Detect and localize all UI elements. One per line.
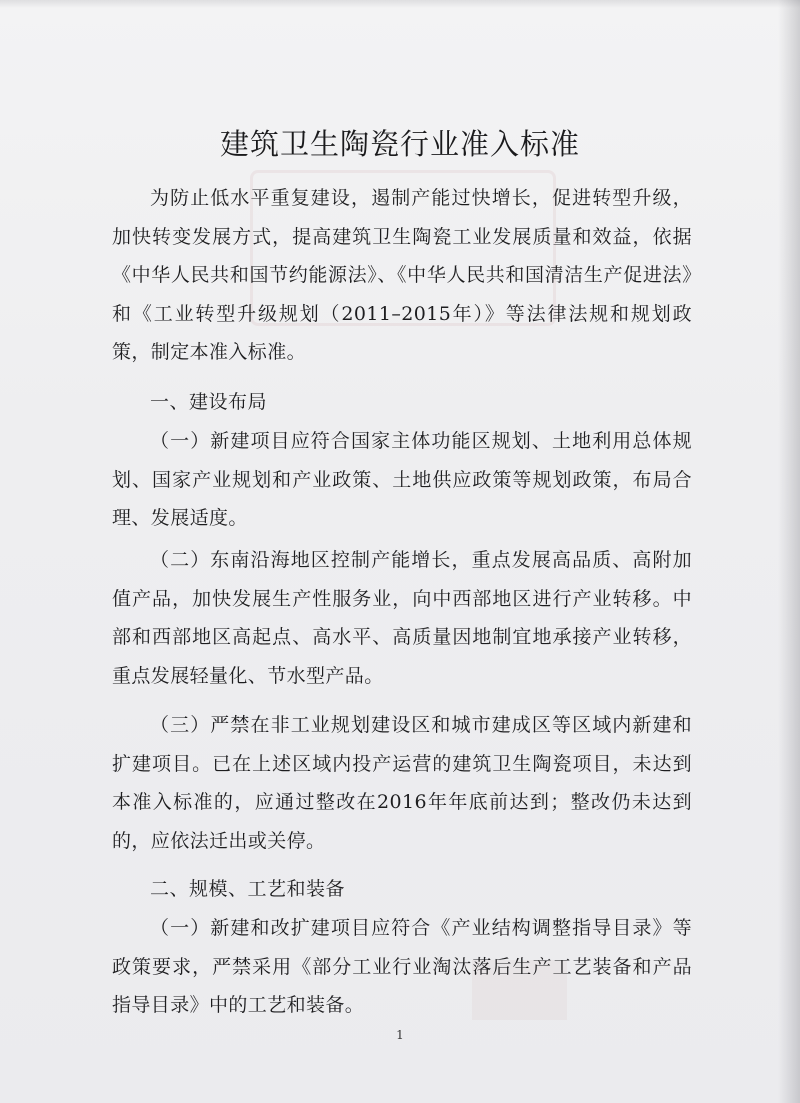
document-title: 建筑卫生陶瓷行业准入标准 (219, 127, 580, 161)
scan-edge-shadow-top (0, 0, 800, 8)
page-number: 1 (396, 1028, 404, 1042)
section1-paragraph-1: （一）新建项目应符合国家主体功能区规划、土地利用总体规划、国家产业规划和产业政策、土地供应政策等规划政策，布局合理、发展适度。 (112, 430, 692, 529)
section-heading-scale: 二、规模、工艺和装备 (150, 878, 346, 900)
section1-paragraph-2: （二）东南沿海地区控制产能增长，重点发展高品质、高附加值产品，加快发展生产性服务业，向中西部地区进行产业转移。中部和西部地区高起点、高水平、高质量因地制宜地承接产业转移，重点发展轻量化、节水型产品。 (112, 549, 692, 687)
intro-paragraph: 为防止低水平重复建设，遏制产能过快增长，促进转型升级，加快转变发展方式，提高建筑卫生陶瓷工业发展质量和效益，依据《中华人民共和国节约能源法》、《中华人民共和国清洁生产促进法》和《工业转型升级规划（2011–2015年）》等法律法规和规划政策，制定本准入标准。 (112, 187, 692, 363)
section2-paragraph-1: （一）新建和改扩建项目应符合《产业结构调整指导目录》等政策要求，严禁采用《部分工业行业淘汰落后生产工艺装备和产品指导目录》中的工艺和装备。 (112, 917, 692, 1016)
section-heading-layout: 一、建设布局 (150, 391, 268, 413)
section1-paragraph-3: （三）严禁在非工业规划建设区和城市建成区等区域内新建和扩建项目。已在上述区域内投产运营的建筑卫生陶瓷项目，未达到本准入标准的，应通过整改在2016年年底前达到；整改仍未达到的，应依法迁出或关停。 (112, 714, 692, 852)
scan-edge-shadow-right (778, 0, 800, 1103)
